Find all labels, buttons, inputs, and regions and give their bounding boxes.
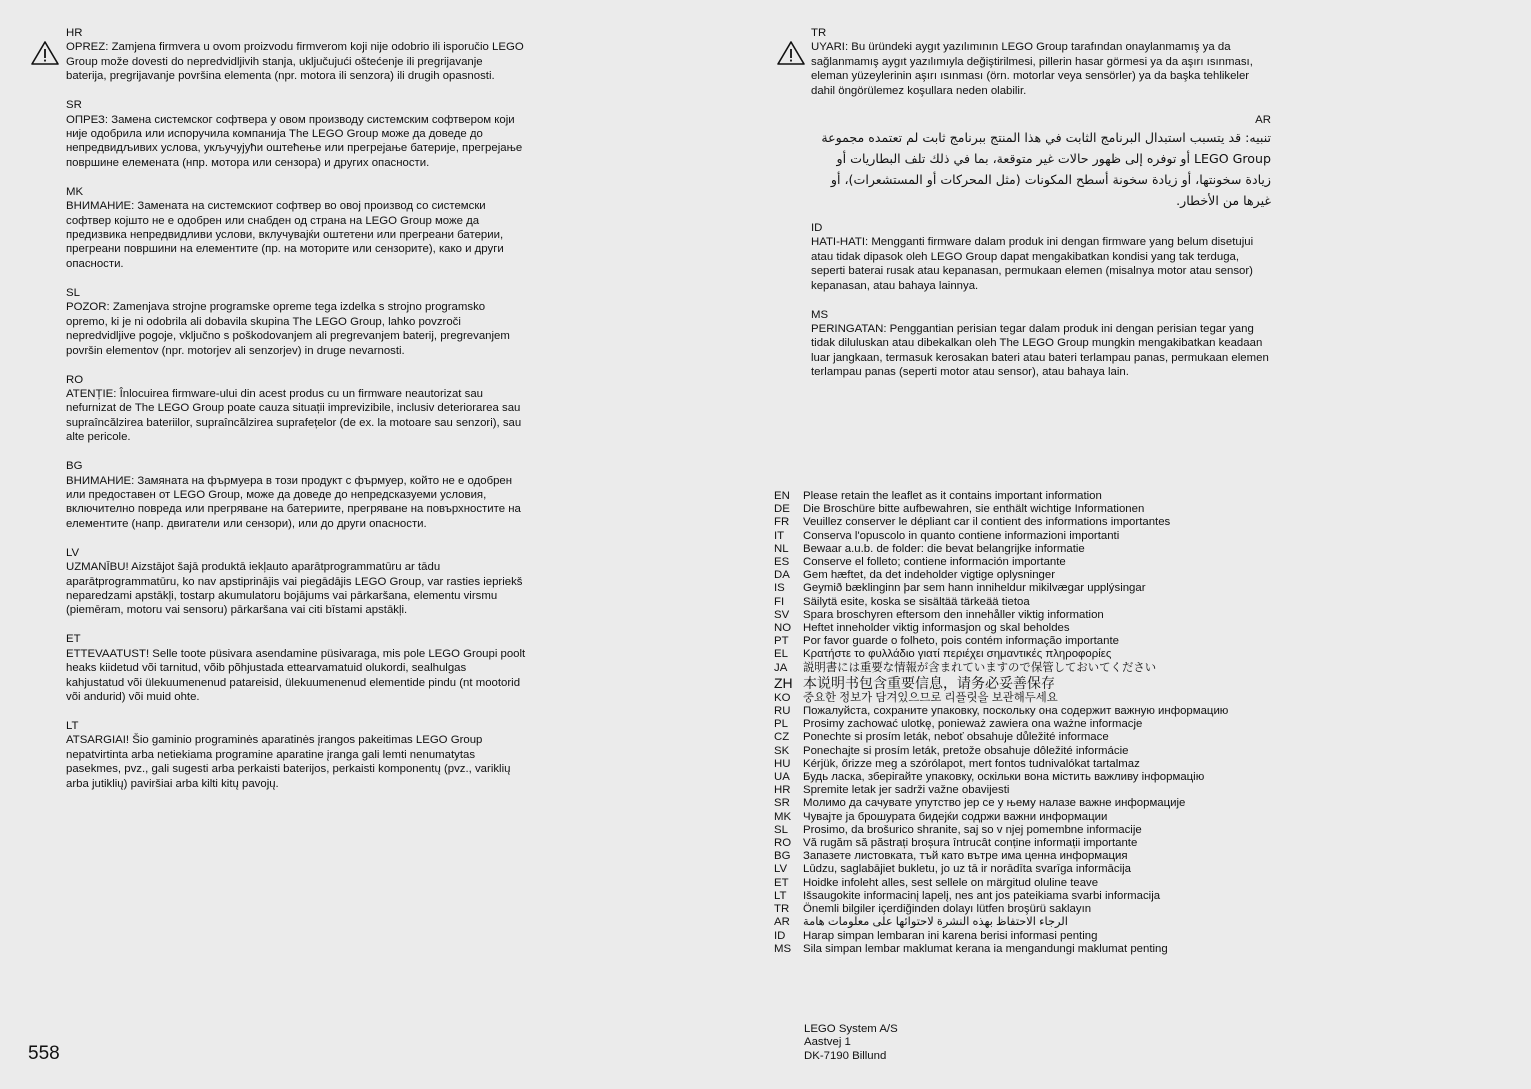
language-code: DE xyxy=(774,503,790,516)
language-code: HR xyxy=(774,784,791,797)
leaflet-row xyxy=(774,943,1244,956)
warning-text: HATI-HATI: Mengganti firmware dalam produk ini dengan firmware yang belum disetujui atau tidak dipasok oleh LEGO Group dapat mengakibatkan kondisi yang tak terduga, seperti baterai rusak atau kepanasan, permukaan elemen (misalnya motor atau sensor) kepanasan, atau bahaya lainnya. xyxy=(811,236,1254,292)
leaflet-message: Conserve el folleto; contiene información importante xyxy=(803,556,1066,569)
leaflet-message: Heftet inneholder viktig informasjon og skal beholdes xyxy=(803,622,1070,635)
language-code: MK xyxy=(66,185,84,198)
warning-block-id xyxy=(811,221,1271,293)
leaflet-row xyxy=(774,662,1244,675)
leaflet-message: Hoidke infoleht alles, sest sellele on märgitud oluline teave xyxy=(803,876,1099,889)
leaflet-row xyxy=(774,890,1244,903)
leaflet-message: Please retain the leaflet as it contains important information xyxy=(803,490,1102,502)
leaflet-row xyxy=(774,530,1244,543)
leaflet-message: Veuillez conserver le dépliant car il contient des informations importantes xyxy=(803,516,1171,529)
address-line: LEGO System A/S xyxy=(804,1023,898,1035)
leaflet-row xyxy=(774,516,1244,529)
leaflet-row xyxy=(774,503,1244,516)
warning-text: ETTEVAATUST! Selle toote püsivara asendamine püsivaraga, mis pole LEGO Groupi poolt heaks kiidetud või tarnitud, võib põhjustada ettearvamatuid olukordi, sealhulgas kahjustatud või ülekuumenenud patareisid, ülekuumenenud elementide pindu (nt mootorid või andurid) või muid ohte. xyxy=(66,647,526,703)
language-code: BG xyxy=(66,460,83,473)
leaflet-row xyxy=(774,850,1244,863)
address-line: Aastvej 1 xyxy=(804,1036,851,1049)
leaflet-row xyxy=(774,877,1244,890)
language-code: EN xyxy=(774,490,790,502)
leaflet-message: الرجاء الاحتفاظ بهذه النشرة لاحتوائها على معلومات هامة xyxy=(803,916,1068,929)
language-code: SL xyxy=(774,823,788,836)
address-line: DK-7190 Billund xyxy=(804,1049,887,1062)
leaflet-row xyxy=(774,556,1244,569)
leaflet-message: Будь ласка, зберігайте упаковку, оскільки вона містить важливу інформацію xyxy=(803,771,1205,784)
language-code: ET xyxy=(774,876,789,889)
leaflet-message: Geymið bæklinginn þar sem hann inniheldur mikilvægar upplýsingar xyxy=(803,582,1146,595)
leaflet-message: Prosimy zachować ulotkę, ponieważ zawiera ona ważne informacje xyxy=(803,718,1143,731)
language-code: RO xyxy=(774,837,792,850)
leaflet-message: Harap simpan lembaran ini karena berisi informasi penting xyxy=(803,929,1098,942)
leaflet-message: 本说明书包含重要信息，请务必妥善保存 xyxy=(803,674,1055,691)
warning-block-bg xyxy=(66,459,526,531)
leaflet-message: Gem hæftet, da det indeholder vigtige oplysninger xyxy=(803,569,1056,582)
leaflet-message: Κρατήστε το φυλλάδιο γιατί περιέχει σημαντικές πληροφορίες xyxy=(803,648,1112,661)
language-code: LT xyxy=(66,720,79,732)
leaflet-row xyxy=(774,718,1244,731)
leaflet-row xyxy=(774,771,1244,784)
warning-block-lv xyxy=(66,546,526,618)
leaflet-row xyxy=(774,705,1244,718)
language-code: MS xyxy=(811,308,829,321)
language-code: PT xyxy=(774,635,789,648)
leaflet-row xyxy=(774,745,1244,758)
leaflet-message: 중요한 정보가 담겨있으므로 리플릿을 보관해두세요 xyxy=(803,691,1058,704)
language-code: SL xyxy=(66,286,80,299)
leaflet-message: Die Broschüre bitte aufbewahren, sie enthält wichtige Informationen xyxy=(803,503,1145,516)
leaflet-row xyxy=(774,916,1244,929)
leaflet-message: Ponechajte si prosím leták, pretože obsahuje dôležité informácie xyxy=(803,744,1129,757)
warning-text: ВНИМАНИЕ: Замената на системскиот софтвер во овој производ со системски софтвер којшто не е одобрен или снабден од страна на LEGO Group може да предизвика непредвидливи услови, вклучувајќи оштетени или прегреани батерии, прегреани површини на елементите (пр. на моторите или сензорите), како и други опасности. xyxy=(66,200,504,270)
language-code: TR xyxy=(811,27,827,39)
warning-text: UYARI: Bu üründeki aygıt yazılımının LEGO Group tarafından onaylanmamış ya da sağlanmamış aygıt yazılımıyla değiştirilmesi, pillerin hasar görmesi ya da aşırı ısınması, eleman yüzeylerinin aşırı ısınması (örn. motorlar veya sensörler) ya da başka tehlikeler dahil öngörülemez koşullara neden olabilir. xyxy=(811,41,1253,97)
language-code: JA xyxy=(774,661,788,674)
leaflet-row xyxy=(774,569,1244,582)
leaflet-row xyxy=(774,490,1244,503)
language-code: ZH xyxy=(774,674,793,691)
language-code: MK xyxy=(774,810,792,823)
leaflet-message: Lūdzu, saglabājiet bukletu, jo uz tā ir norādīta svarīga informācija xyxy=(803,863,1131,876)
leaflet-row xyxy=(774,811,1244,824)
language-code: ET xyxy=(66,633,81,646)
language-code: IT xyxy=(774,529,785,542)
leaflet-row xyxy=(774,824,1244,837)
language-code: MS xyxy=(774,942,792,955)
language-code: CZ xyxy=(774,731,790,744)
warning-block-et xyxy=(66,632,526,704)
leaflet-row xyxy=(774,731,1244,744)
language-code: HU xyxy=(774,757,791,770)
leaflet-message: Säilytä esite, koska se sisältää tärkeää tietoa xyxy=(803,595,1030,608)
leaflet-row xyxy=(774,903,1244,916)
warning-block-lt xyxy=(66,719,526,791)
language-code: IS xyxy=(774,582,785,595)
leaflet-message: Conserva l'opuscolo in quanto contiene informazioni importanti xyxy=(803,529,1120,542)
warning-text: ATENȚIE: Înlocuirea firmware-ului din acest produs cu un firmware neautorizat sau nefurnizat de The LEGO Group poate cauza situații imprevizibile, inclusiv deteriorarea sau supraîncălzirea bateriilor, supraîncălzirea suprafețelor (de ex. la motoare sau senzori), sau alte pericole. xyxy=(66,387,522,444)
warning-block-hr xyxy=(66,26,526,84)
language-code: PL xyxy=(774,718,788,731)
leaflet-row xyxy=(774,609,1244,622)
warning-text: UZMANĪBU! Aizstājot šajā produktā iekļauto aparātprogrammatūru ar tādu aparātprogrammatūru, ko nav apstiprinājis vai piegādājis LEGO Group, var rasties iepriekš neparedzami apstākļi, tostarp akumulatoru bojājums vai pārkaršana, elementu virsmu (piemēram, motoru vai sensoru) pārkaršana vai citi bīstami apstākļi. xyxy=(66,561,523,617)
page-number: 558 xyxy=(28,1043,60,1064)
leaflet-message: Önemli bilgiler içerdiğinden dolayı lütfen broşürü saklayın xyxy=(803,903,1092,916)
language-code: FR xyxy=(774,516,790,529)
warning-block-ro xyxy=(66,373,526,445)
warning-block-mk xyxy=(66,185,526,271)
leaflet-message: Kérjük, őrizze meg a szórólapot, mert fontos tudnivalókat tartalmaz xyxy=(803,757,1140,770)
language-code: RU xyxy=(774,705,791,718)
language-code: AR xyxy=(1255,113,1271,126)
language-code: KO xyxy=(774,691,791,704)
leaflet-message: Išsaugokite informacinį lapelį, nes ant jos pateikiama svarbi informacija xyxy=(803,889,1161,902)
retain-leaflet-list xyxy=(774,490,1244,956)
language-code: NL xyxy=(774,542,789,555)
warning-block-ms xyxy=(811,308,1271,380)
language-code: LV xyxy=(66,546,80,559)
warning-text: ATSARGIAI! Šio gaminio programinės aparatinės įrangos pakeitimas LEGO Group nepatvirtinta arba netiekiama programine aparatine įranga gali lemti nenumatytas pasekmes, pvz., gali sugesti arba perkaisti baterijos, perkaisti komponentų (pvz., variklių arba jutiklių) paviršiai arba kilti kitų pavojų. xyxy=(66,734,511,790)
language-code: RO xyxy=(66,373,84,386)
warning-text: تنبيه: قد يتسبب استبدال البرنامج الثابت في هذا المنتج ببرنامج ثابت لم تعتمده مجموعة LEGO Group أو توفره إلى ظهور حالات غير متوقعة، بما في ذلك تلف البطاريات أو زيادة سخونتها، أو زيادة سخونة أسطح المكونات (مثل المحركات أو المستشعرات)، أو غيرها من الأخطار. xyxy=(821,130,1271,209)
leaflet-message: Por favor guarde o folheto, pois contém informação importante xyxy=(803,635,1119,648)
leaflet-message: Sila simpan lembar maklumat kerana ia mengandungi maklumat penting xyxy=(803,942,1168,955)
leaflet-message: 説明書には重要な情報が含まれていますので保管しておいてください xyxy=(803,661,1157,674)
language-code: ID xyxy=(811,222,823,235)
language-code: SK xyxy=(774,744,790,757)
language-code: EL xyxy=(774,648,788,661)
company-address xyxy=(804,1023,898,1063)
right-warning-column xyxy=(811,26,1271,394)
warning-triangle-icon xyxy=(30,40,60,66)
language-code: ES xyxy=(774,556,790,569)
language-code: TR xyxy=(774,903,790,916)
leaflet-row xyxy=(774,784,1244,797)
leaflet-message: Пожалуйста, сохраните упаковку, поскольку она содержит важную информацию xyxy=(803,705,1229,718)
language-code: ID xyxy=(774,929,786,942)
warning-text: PERINGATAN: Penggantian perisian tegar dalam produk ini dengan perisian tegar yang tidak diluluskan atau dibekalkan oleh The LEGO Group mungkin mengakibatkan keadaan luar jangkaan, termasuk kerosakan bateri atau bateri terlampau panas, permukaan elemen terlampau panas (seperti motor atau sensor), atau bahaya lain. xyxy=(811,323,1269,379)
leaflet-message: Bewaar a.u.b. de folder: die bevat belangrijke informatie xyxy=(803,542,1085,555)
leaflet-message: Чувајте ја брошурата бидејќи содржи важни информации xyxy=(803,810,1108,823)
language-code: NO xyxy=(774,622,792,635)
leaflet-row xyxy=(774,863,1244,876)
language-code: UA xyxy=(774,771,790,784)
leaflet-message: Spremite letak jer sadrži važne obavijesti xyxy=(803,784,1010,797)
warning-text: ВНИМАНИЕ: Замяната на фърмуера в този продукт с фърмуер, който не е одобрен или предоставен от LEGO Group, може да доведе до непредсказуеми условия, включително повреда или прегряване на батериите, прегряване на повърхностите на елементите (напр. двигатели или сензори), или до други опасности. xyxy=(66,474,521,530)
warning-text: POZOR: Zamenjava strojne programske opreme tega izdelka s strojno programsko opremo, ki je ni odobrila ali dobavila skupina The LEGO Group, lahko povzroči nepredvidljive pogoje, vključno s poškodovanjem ali pregrevanjem baterij, pregrevanjem površin elementov (npr. motorjev ali senzorjev) in druge nevarnosti. xyxy=(66,301,510,357)
language-code: FI xyxy=(774,595,785,608)
language-code: SR xyxy=(774,797,790,810)
leaflet-row xyxy=(774,582,1244,595)
warning-block-sl xyxy=(66,286,526,358)
leaflet-row xyxy=(774,596,1244,609)
warning-text: OPREZ: Zamjena firmvera u ovom proizvodu firmverom koji nije odobrio ili isporučio LEGO Group može dovesti do nepredvidljivih stanja, uključujući oštećenje ili pregrijavanje baterija, pregrijavanje površina elementa (npr. motora ili senzora) ili drugih opasnosti. xyxy=(66,41,524,83)
leaflet-row xyxy=(774,837,1244,850)
leaflet-row xyxy=(774,648,1244,661)
leaflet-row xyxy=(774,635,1244,648)
leaflet-message: Vă rugăm să păstrați broșura întrucât conține informații importante xyxy=(803,837,1138,850)
leaflet-message: Prosimo, da brošurico shranite, saj so v njej pomembne informacije xyxy=(803,823,1142,836)
leaflet-message: Молимо да сачувате упутство јер се у њему налазе важне информације xyxy=(803,797,1186,810)
language-code: LV xyxy=(774,863,788,876)
leaflet-message: Ponechte si prosím leták, neboť obsahuje důležité informace xyxy=(803,731,1109,744)
language-code: SR xyxy=(66,99,82,112)
warning-block-sr xyxy=(66,98,526,170)
language-code: SV xyxy=(774,608,790,621)
leaflet-row xyxy=(774,797,1244,810)
language-code: LT xyxy=(774,889,787,902)
language-code: BG xyxy=(774,850,791,863)
leaflet-row xyxy=(774,758,1244,771)
language-code: DA xyxy=(774,569,790,582)
left-warning-column xyxy=(66,26,526,806)
language-code: HR xyxy=(66,27,83,39)
leaflet-message: Запазете листовката, тъй като вътре има ценна информация xyxy=(803,850,1128,863)
leaflet-message: Spara broschyren eftersom den innehåller viktig information xyxy=(803,608,1104,621)
warning-text: ОПРЕЗ: Замена системског софтвера у овом производу системским софтвером који није одобрила или испоручила компанија The LEGO Group може да доведе до непредвидљивих услова, укључујући оштећење или прегрејање батерије, прегрејање површине елемената (нпр. мотора или сензора) и других опасности. xyxy=(66,113,523,169)
warning-triangle-icon xyxy=(776,40,806,66)
warning-block-ar xyxy=(811,113,1271,211)
leaflet-row xyxy=(774,622,1244,635)
leaflet-row xyxy=(774,543,1244,556)
leaflet-row xyxy=(774,930,1244,943)
leaflet-row xyxy=(774,675,1244,692)
language-code: AR xyxy=(774,916,790,929)
leaflet-row xyxy=(774,692,1244,705)
warning-block-tr xyxy=(811,26,1271,98)
